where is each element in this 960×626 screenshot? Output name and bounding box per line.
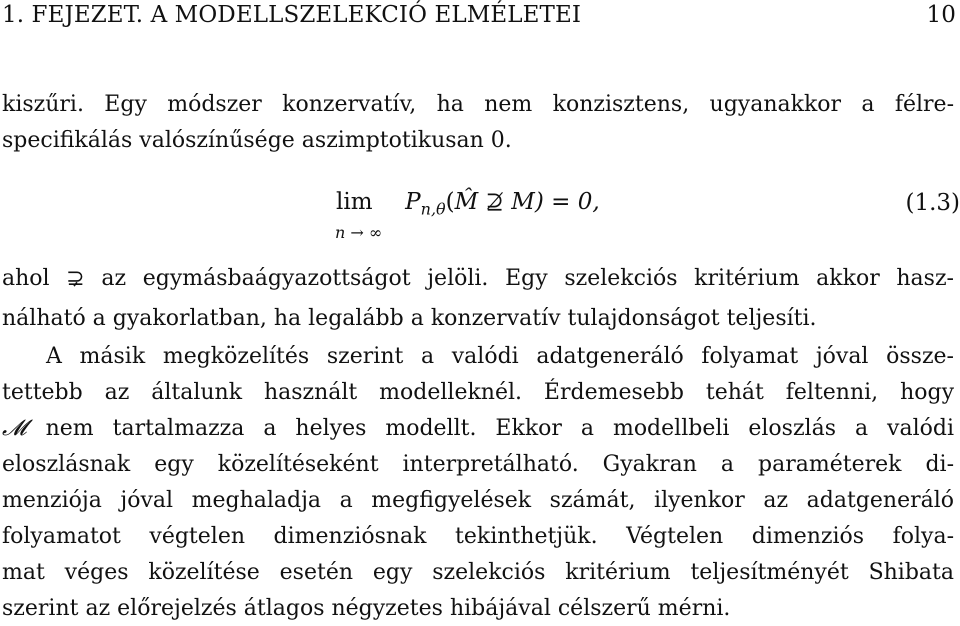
limit-operator: lim xyxy=(336,189,373,215)
paragraph-2-line-2: nálható a gyakorlatban, ha legalább a konzervatív tulajdonságot teljesíti. xyxy=(2,306,817,331)
paragraph-3-line-5: menziója jóval meghaladja a megfigyelések számát, ilyenkor az adatgeneráló xyxy=(2,488,954,513)
paragraph-1-line-1: kiszűri. Egy módszer konzervatív, ha nem konzisztens, ugyanakkor a félre- xyxy=(2,92,954,117)
paragraph-2-prefix: ahol xyxy=(2,266,50,291)
equation-main xyxy=(336,187,600,225)
probability-subscript: n,θ xyxy=(420,199,446,219)
paragraph-3-line-2: tettebb az általunk használt modelleknél. Érdemesebb tehát feltenni, hogy xyxy=(2,380,954,405)
paragraph-2-line-1-rest: az egymásbaágyazottságot jelöli. Egy szelekciós kritérium akkor hasz- xyxy=(101,266,954,291)
paragraph-3-line-3-rest: nem tartalmazza a helyes modellt. Ekkor a modellbeli eloszlás a valódi xyxy=(26,416,954,441)
open-paren: ( xyxy=(445,189,455,215)
paragraph-3-line-4: eloszlásnak egy közelítéseként interpretálható. Gyakran a paraméterek di- xyxy=(2,452,954,477)
paragraph-1-line-2: specifikálás valószínűsége aszimptotikusan 0. xyxy=(2,128,512,153)
m-hat-symbol: M̂ xyxy=(454,189,479,215)
paragraph-2-line-1 xyxy=(2,262,954,296)
equation-number: (1.3) xyxy=(905,190,960,216)
paragraph-3-line-7: mat véges közelítése esetén egy szelekciós kritérium teljesítményét Shibata xyxy=(2,560,954,585)
equation-1-3 xyxy=(0,178,960,248)
running-header xyxy=(2,2,956,34)
paragraph-3-line-1: A másik megközelítés szerint a valódi adatgeneráló folyamat jóval össze- xyxy=(46,344,954,369)
superset-relation-symbol: ⊋ xyxy=(66,266,85,291)
limit-subscript: n → ∞ xyxy=(335,223,383,242)
chapter-title: 1. FEJEZET. A MODELLSZELEKCIÓ ELMÉLETEI xyxy=(2,2,582,28)
model-set-symbol: 𝓜 xyxy=(2,416,27,441)
page-number: 10 xyxy=(926,2,956,28)
paragraph-3-line-6: folyamatot végtelen dimenziósnak tekinthetjük. Végtelen dimenziós folya- xyxy=(2,524,954,549)
probability-symbol: P xyxy=(405,189,421,215)
paragraph-3-line-3 xyxy=(2,412,954,446)
equation-tail: M) = 0, xyxy=(511,189,600,215)
not-superset-symbol: ⊉ xyxy=(485,190,504,215)
paragraph-3-line-8: szerint az előrejelzés átlagos négyzetes hibájával célszerű mérni. xyxy=(2,596,731,621)
